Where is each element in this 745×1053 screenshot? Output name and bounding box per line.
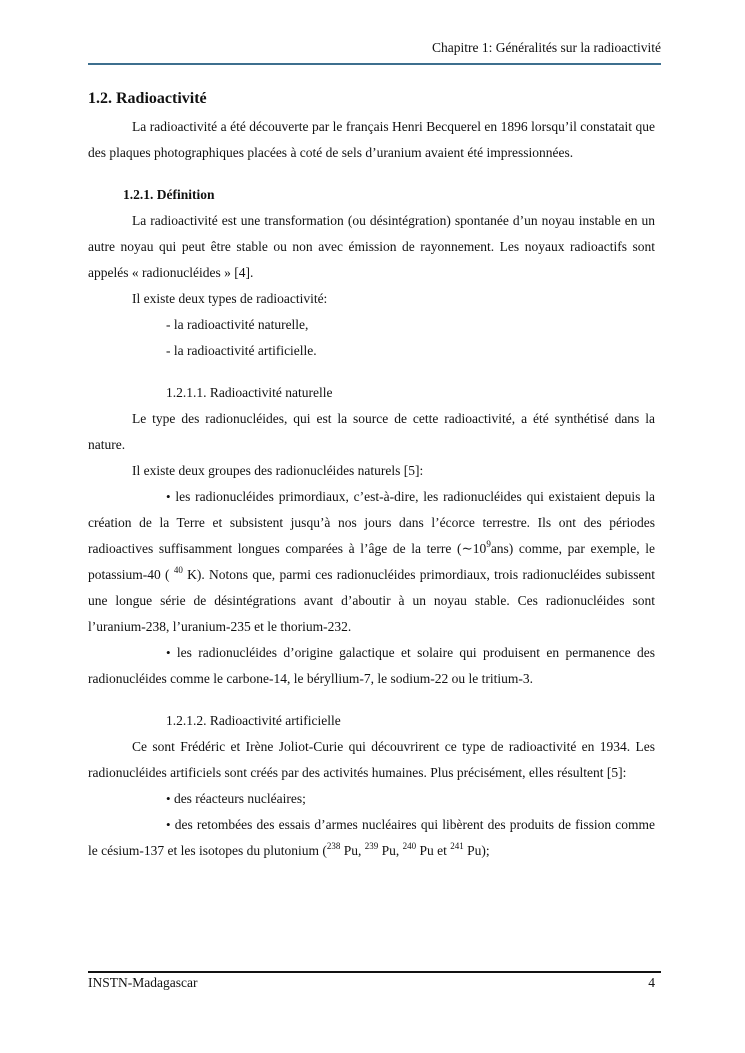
types-intro: Il existe deux types de radioactivité: (132, 291, 328, 306)
footer-rule (88, 971, 661, 973)
type-natural: - la radioactivité naturelle, (166, 317, 309, 332)
bullet-icon: • (166, 645, 171, 660)
bullet-galactic: • les radionucléides d’origine galactique et solaire qui produisent en permanence des radionucléides comme le carbone-14, le béryllium-7, le sodium-22 ou le tritium-3. (88, 645, 656, 686)
footer-institution: INSTN-Madagascar (88, 975, 198, 990)
bullet-icon: • (166, 817, 171, 832)
running-header: Chapitre 1: Généralités sur la radioactivité (431, 40, 661, 55)
bullet-fallout: • des retombées des essais d’armes nucléaires qui libèrent des produits de fission comme le césium-137 et les isotopes du plutonium ($^{238}$ Pu, $^{239}$ Pu, $^{240}$ Pu et $^{241}$ Pu); (88, 817, 656, 858)
definition-title: 1.2.1. Définition (123, 187, 215, 202)
artificial-title: 1.2.1.2. Radioactivité artificielle (166, 713, 341, 728)
type-artificial: - la radioactivité artificielle. (166, 343, 317, 358)
definition-paragraph: La radioactivité est une transformation (ou désintégration) spontanée d’un noyau instable en un autre noyau qui peut être stable ou non avec émission de rayonnement. Les noyaux radioactifs sont appelés « radionucléides » [4]. (88, 213, 655, 280)
bullet-reactors: • des réacteurs nucléaires; (166, 791, 306, 806)
intro-paragraph: La radioactivité a été découverte par le français Henri Becquerel en 1896 lorsqu’il constatait que des plaques photographiques placées à coté de sels d’uranium avaient été impressionnées. (88, 119, 655, 160)
artificial-paragraph: Ce sont Frédéric et Irène Joliot-Curie qui découvrirent ce type de radioactivité en 1934. Les radionucléides artificiels sont créés par des activités humaines. Plus précisément, elles résultent [5]: (88, 739, 655, 780)
bullet-icon: • (166, 791, 171, 806)
bullet-icon: • (166, 489, 171, 504)
natural-paragraph: Le type des radionucléides, qui est la source de cette radioactivité, a été synthétisé dans la nature. (88, 411, 655, 452)
section-title: 1.2. Radioactivité (88, 90, 207, 107)
bullet-primordial: • les radionucléides primordiaux, c’est-à-dire, les radionucléides qui existaient depuis la création de la Terre et subsistent jusqu’à nos jours dans l’écorce terrestre. Ils ont des périodes radioactives suffisamment longues comparées à l’âge de la terre $(\sim 10^9ans)$ comme, par exemple, le potassium-40 ( $^{40}$ K). Notons que, parmi ces radionucléides primordiaux, trois radionucléides subissent une longue série de désintégrations avant d’aboutir à un noyau stable. Ces radionucléides sont l’uranium-238, l’uranium-235 et le thorium-232. (88, 489, 656, 634)
natural-groups-intro: Il existe deux groupes des radionucléides naturels [5]: (132, 463, 424, 478)
page-body (88, 82, 655, 864)
natural-title: 1.2.1.1. Radioactivité naturelle (166, 385, 333, 400)
header-rule (88, 63, 661, 65)
page-number: 4 (648, 975, 655, 990)
